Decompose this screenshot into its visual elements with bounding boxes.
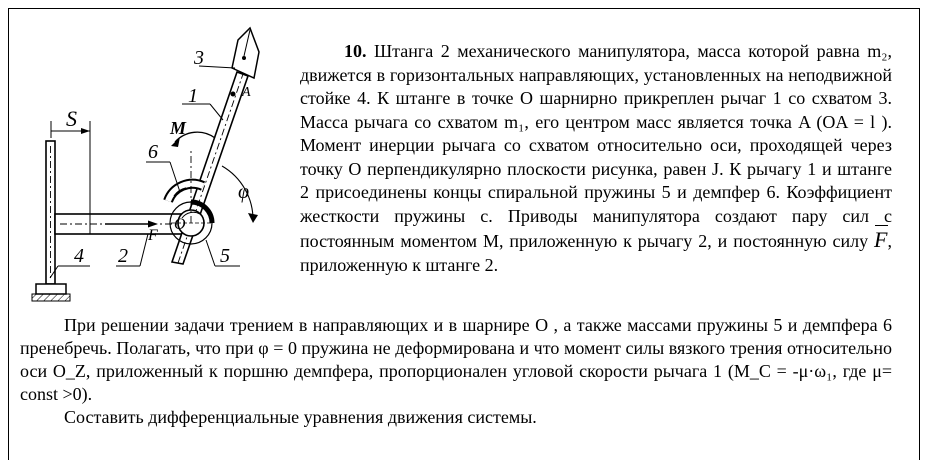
- problem-text-1: Штанга 2 механического манипулятора, масса которой равна m₂, движется в горизонтальных направляющих, установленных на неподвижной стойке 4. К штанге в точке O шарнирно прикреплен рычаг 1 со схватом 3. Масса рычага со схватом m₁, его центром масс является точка A (OA = l ). Момент инерции рычага со схватом относительно оси, проходящей через точку O перпендикулярно плоскости рисунка, равен J. К рычагу 1 и штанге 2 присоединены концы спиральной пружины 5 и демпфер 6. Коэффициент жесткости пружины c. Приводы манипулятора создают пару сил с постоянным моментом M, приложенную к рычагу 2, и постоянную силу: [300, 41, 893, 251]
- label-5: 5: [220, 245, 230, 267]
- lever-1: [172, 72, 248, 264]
- problem-number: 10.: [344, 41, 367, 61]
- label-s: S: [66, 106, 77, 131]
- label-f: F: [148, 227, 158, 244]
- problem-conditions: [20, 314, 892, 429]
- force-symbol: F: [874, 227, 888, 252]
- label-2: 2: [118, 245, 128, 267]
- problem-text-2: , приложенную к штанге 2.: [300, 231, 892, 275]
- label-a: A: [242, 85, 251, 100]
- dimension-s: [51, 121, 90, 221]
- manipulator-diagram: [10, 16, 295, 314]
- gripper-3: [199, 28, 259, 78]
- problem-statement: [300, 40, 892, 277]
- label-phi: φ: [238, 181, 250, 203]
- label-4: 4: [74, 245, 84, 267]
- label-1: 1: [188, 85, 198, 107]
- task-paragraph: Составить дифференциальные уравнения движения системы.: [64, 407, 537, 427]
- conditions-paragraph: При решении задачи трением в направляющих и в шарнире O , а также массами пружины 5 и демпфера 6 пренебречь. Полагать, что при φ = 0 пружина не деформирована и что момент силы вязкого трения относительно оси O_Z, приложенный к поршню демпфера, пропорционален угловой скорости рычага 1 (M_C = -μ·ω₁, где μ= const >0).: [20, 315, 892, 404]
- label-3: 3: [194, 47, 204, 69]
- label-6: 6: [148, 141, 158, 163]
- label-o: O: [174, 216, 186, 233]
- label-m: M: [170, 118, 187, 138]
